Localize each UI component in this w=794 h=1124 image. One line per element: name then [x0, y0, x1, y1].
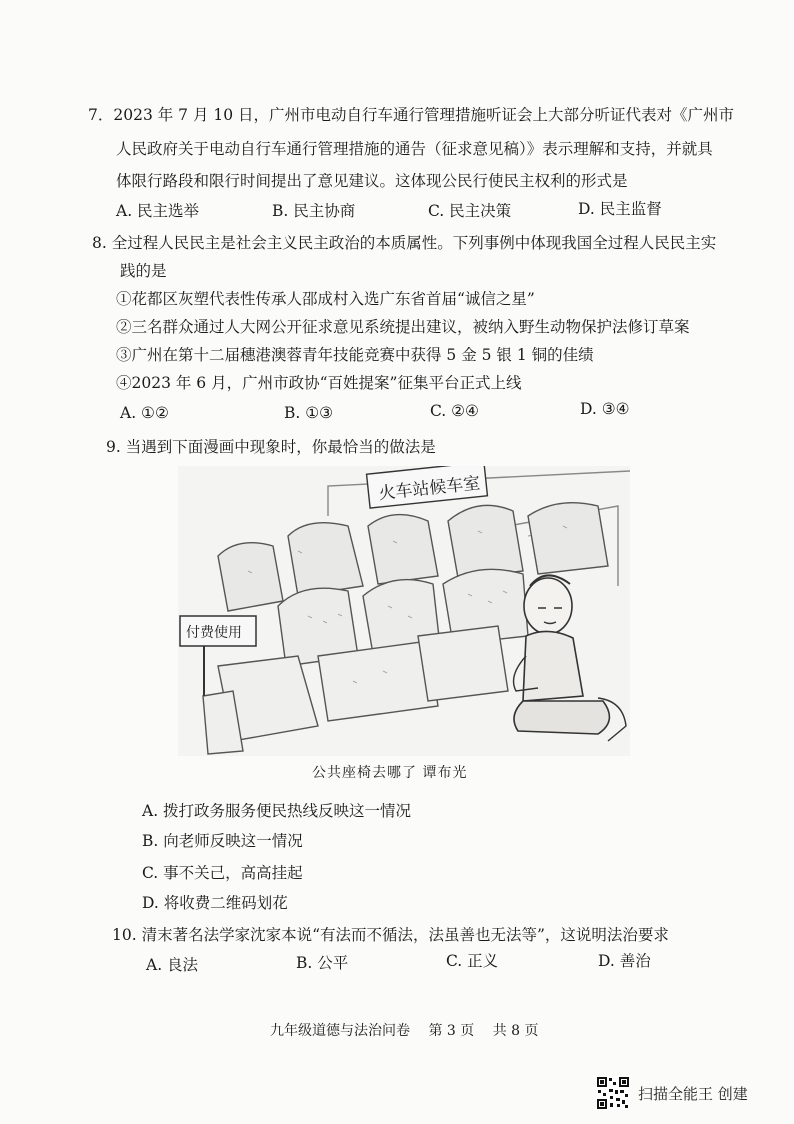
- q8-option-b: B. ①③: [284, 404, 334, 422]
- q8-item-4: ④2023 年 6 月，广州市政协“百姓提案”征集平台正式上线: [116, 374, 522, 392]
- q8-line-1: 8. 全过程人民民主是社会主义民主政治的本质属性。下列事例中体现我国全过程人民民主实: [92, 234, 717, 252]
- q7-option-d: D. 民主监督: [578, 200, 662, 218]
- q8-item-3: ③广州在第十二届穗港澳蓉青年技能竞赛中获得 5 金 5 银 1 铜的佳绩: [116, 346, 594, 364]
- q7-option-b: B. 民主协商: [272, 202, 356, 220]
- q8-option-a: A. ①②: [120, 404, 169, 422]
- q8-option-c: C. ②④: [430, 402, 479, 420]
- q8-item-2: ②三名群众通过人大网公开征求意见系统提出建议，被纳入野生动物保护法修订草案: [116, 318, 690, 336]
- q7-line-2: 人民政府关于电动自行车通行管理措施的通告（征求意见稿）》表示理解和支持，并就具: [116, 140, 713, 158]
- station-sign-text: 火车站候车室: [377, 473, 482, 505]
- footer-subject: 九年级道德与法治问卷: [270, 1023, 410, 1039]
- cartoon-drawing: [178, 466, 630, 756]
- q7-option-a: A. 民主选举: [116, 202, 200, 220]
- cartoon-illustration: [178, 466, 630, 756]
- q9-option-d: D. 将收费二维码划花: [142, 894, 288, 912]
- q10-line-1: 10. 清末著名法学家沈家本说“有法而不循法，法虽善也无法等”，这说明法治要求: [112, 926, 669, 944]
- q8-line-2: 践的是: [120, 262, 167, 280]
- footer-page: 第 3 页: [428, 1023, 475, 1039]
- q8-option-d: D. ③④: [580, 400, 630, 418]
- q9-option-b: B. 向老师反映这一情况: [142, 832, 303, 850]
- q10-option-d: D. 善治: [598, 952, 651, 970]
- q10-option-c: C. 正义: [446, 952, 499, 970]
- q7-line-3: 体限行路段和限行时间提出了意见建议。这体现公民行使民主权利的形式是: [116, 172, 628, 190]
- q9-line-1: 9. 当遇到下面漫画中现象时，你最恰当的做法是: [106, 438, 436, 456]
- page-footer: [270, 1020, 553, 1040]
- scanner-label: 扫描全能王 创建: [638, 1084, 748, 1103]
- qr-code-icon: [596, 1076, 630, 1110]
- paid-sign-text: 付费使用: [186, 625, 242, 641]
- footer-total: 共 8 页: [492, 1023, 539, 1039]
- q9-option-c: C. 事不关己，高高挂起: [142, 864, 303, 882]
- q10-option-a: A. 良法: [146, 956, 199, 974]
- q7-option-c: C. 民主决策: [428, 202, 512, 220]
- q9-option-a: A. 拨打政务服务便民热线反映这一情况: [142, 802, 412, 820]
- cartoon-caption: 公共座椅去哪了 谭布光: [312, 765, 468, 781]
- q8-item-1: ①花都区灰塑代表性传承人邵成村入选广东省首届“诚信之星”: [116, 290, 535, 308]
- q10-option-b: B. 公平: [296, 954, 349, 972]
- scanner-watermark: [596, 1076, 748, 1110]
- q7-line-1: 7．2023 年 7 月 10 日，广州市电动自行车通行管理措施听证会上大部分听证代表对《广州市: [88, 106, 735, 124]
